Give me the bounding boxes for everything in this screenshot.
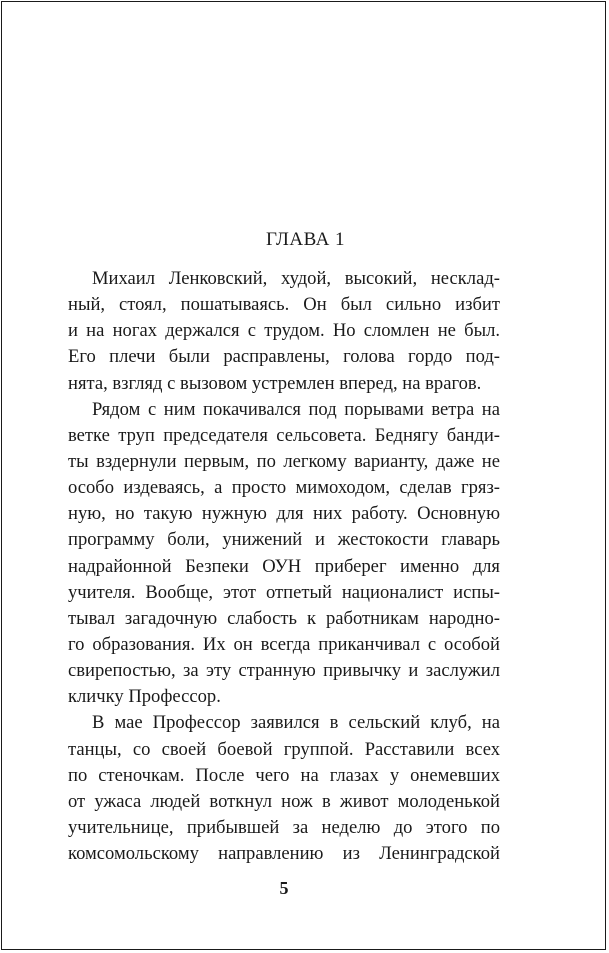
text-line: Рядом с ним покачивался под порывами ветра на [92, 398, 500, 420]
text-line: свирепостью, за эту странную привычку и заслужил [68, 660, 500, 682]
text-line: комсомольскому направлению из Ленинградской [68, 843, 500, 865]
text-line: ный, стоял, пошатываясь. Он был сильно избит [68, 294, 500, 316]
text-line: Его плечи были расправлены, голова гордо под- [68, 346, 500, 368]
text-line: го образования. Их он всегда приканчивал с особой [68, 633, 500, 655]
text-line: особо издеваясь, а просто мимоходом, сделав гряз- [68, 477, 500, 499]
chapter-body [68, 266, 500, 867]
text-line: нята, взгляд с вызовом устремлен вперед, на врагов. [68, 372, 482, 394]
text-line: В мае Профессор заявился в сельский клуб, на [92, 712, 500, 734]
text-line: учительнице, прибывшей за неделю до этого по [68, 816, 500, 838]
page-number: 5 [279, 878, 289, 898]
text-line: и на ногах держался с трудом. Но сломлен не был. [68, 320, 500, 342]
text-line: ную, но такую нужную для них работу. Основную [68, 503, 500, 525]
text-line: программу боли, унижений и жестокости главарь [68, 529, 500, 551]
text-line: ветке труп председателя сельсовета. Беднягу банди- [68, 424, 500, 446]
text-line: по стеночкам. После чего на глазах у онемевших [68, 764, 500, 786]
text-line: учителя. Вообще, этот отпетый националист испы- [68, 581, 500, 603]
text-line: ты вздернули первым, по легкому варианту, даже не [68, 450, 500, 472]
text-line: от ужаса людей воткнул нож в живот молоденькой [68, 790, 500, 812]
text-line: надрайонной Безпеки ОУН приберег именно для [68, 555, 500, 577]
book-page [1, 1, 606, 950]
text-line: кличку Профессор. [68, 686, 221, 708]
text-line: танцы, со своей боевой группой. Расставили всех [68, 738, 500, 760]
text-line: Михаил Ленковский, худой, высокий, несклад- [92, 268, 500, 289]
text-line: тывал загадочную слабость к работникам народно- [68, 607, 500, 629]
chapter-title: ГЛАВА 1 [265, 229, 346, 250]
